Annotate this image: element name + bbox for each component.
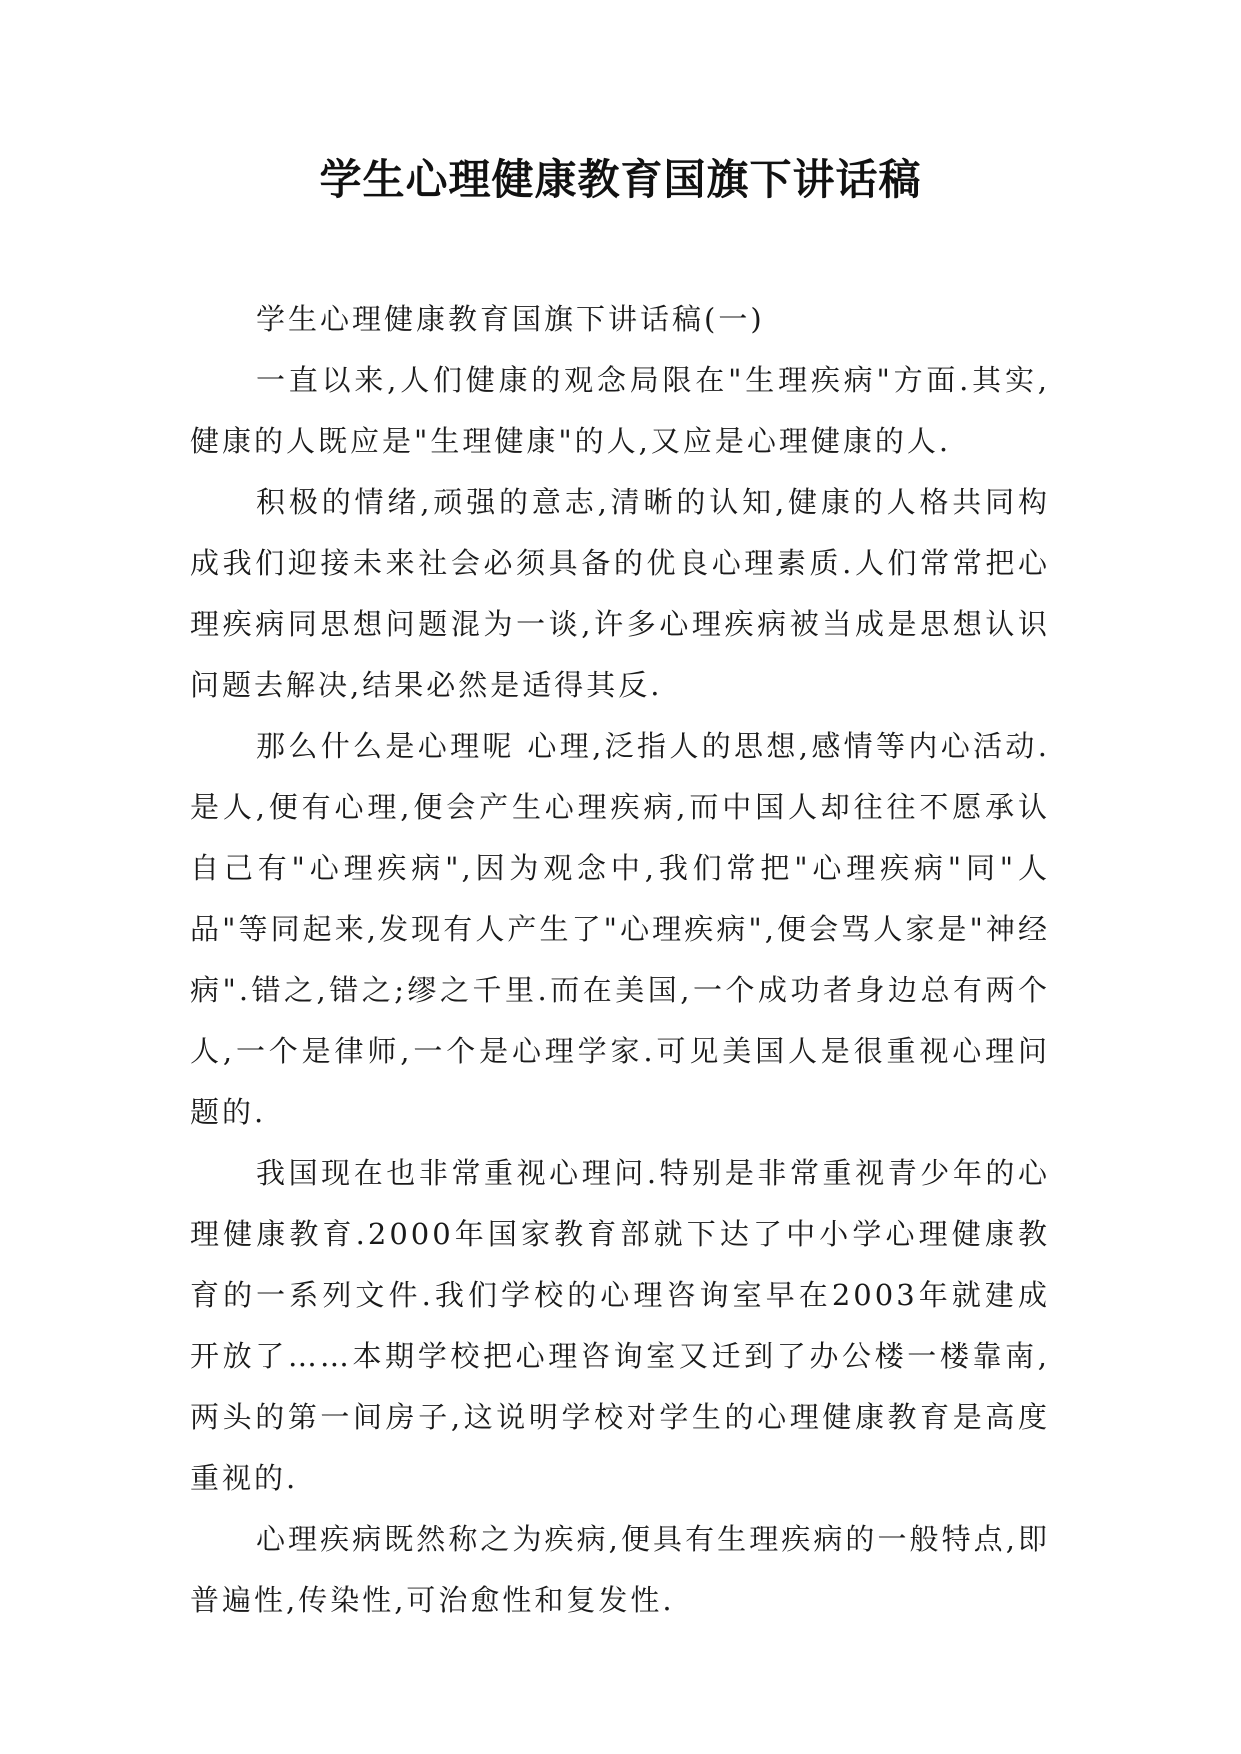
document-body — [190, 289, 1050, 1631]
paragraph: 心理疾病既然称之为疾病,便具有生理疾病的一般特点,即普遍性,传染性,可治愈性和复发性. — [190, 1522, 1050, 1617]
paragraph: 那么什么是心理呢 心理,泛指人的思想,感情等内心活动.是人,便有心理,便会产生心理疾病,而中国人却往往不愿承认自己有"心理疾病",因为观念中,我们常把"心理疾病"同"人品"等同起来,发现有人产生了"心理疾病",便会骂人家是"神经病".错之,错之;缪之千里.而在美国,一个成功者身边总有两个人,一个是律师,一个是心理学家.可见美国人是很重视心理问题的. — [190, 729, 1050, 1129]
paragraph: 积极的情绪,顽强的意志,清晰的认知,健康的人格共同构成我们迎接未来社会必须具备的优良心理素质.人们常常把心理疾病同思想问题混为一谈,许多心理疾病被当成是思想认识问题去解决,结果必然是适得其反. — [190, 485, 1050, 702]
document-title: 学生心理健康教育国旗下讲话稿 — [319, 155, 922, 204]
paragraph: 一直以来,人们健康的观念局限在"生理疾病"方面.其实,健康的人既应是"生理健康"的人,又应是心理健康的人. — [190, 363, 1050, 458]
paragraph: 我国现在也非常重视心理问.特别是非常重视青少年的心理健康教育.2000年国家教育部就下达了中小学心理健康教育的一系列文件.我们学校的心理咨询室早在2003年就建成开放了……本期学校把心理咨询室又迁到了办公楼一楼靠南,两头的第一间房子,这说明学校对学生的心理健康教育是高度重视的. — [190, 1156, 1050, 1495]
paragraph-subtitle: 学生心理健康教育国旗下讲话稿(一) — [256, 302, 765, 336]
